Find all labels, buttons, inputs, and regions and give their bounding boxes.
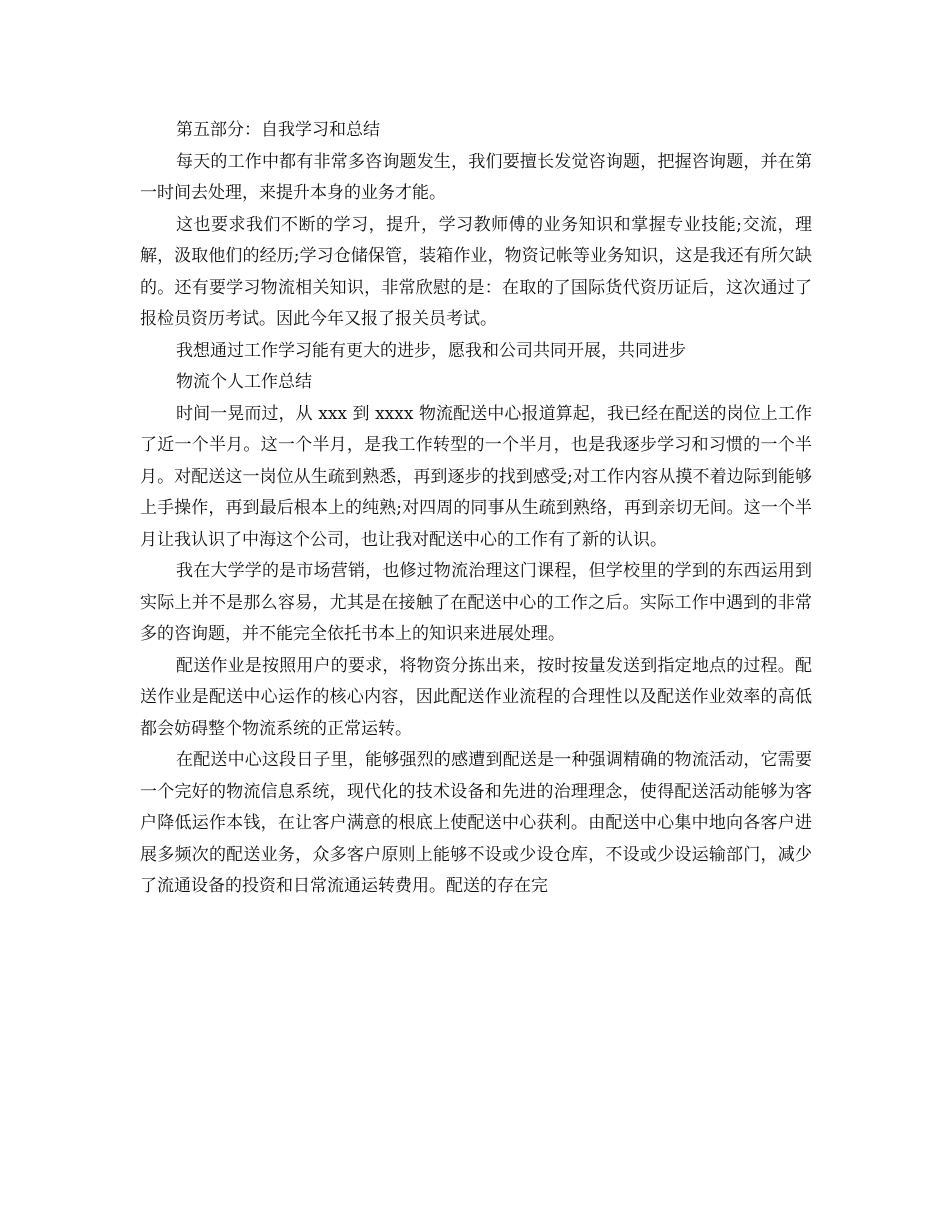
paragraph: 配送作业是按照用户的要求，将物资分拣出来，按时按量发送到指定地点的过程。配送作业是配送中心运作的核心内容，因此配送作业流程的合理性以及配送作业效率的高低都会妨碍整个物流系统的正常运转。 bbox=[140, 655, 812, 739]
paragraph: 我在大学学的是市场营销，也修过物流治理这门课程，但学校里的学到的东西运用到实际上并不是那么容易，尤其是在接触了在配送中心的工作之后。实际工作中遇到的非常多的咨询题，并不能完全依托书本上的知识来进展处理。 bbox=[140, 561, 812, 644]
article-title: 物流个人工作总结 bbox=[176, 372, 312, 392]
document-body bbox=[140, 115, 812, 903]
paragraph: 时间一晃而过，从 xxx 到 xxxx 物流配送中心报道算起，我已经在配送的岗位上工作了近一个半月。这一个半月，是我工作转型的一个半月，也是我逐步学习和习惯的一个半月。对配送这一岗位从生疏到熟悉，再到逐步的找到感受;对工作内容从摸不着边际到能够上手操作，再到最后根本上的纯熟;对四周的同事从生疏到熟络，再到亲切无间。这一个半月让我认识了中海这个公司，也让我对配送中心的工作有了新的认识。 bbox=[140, 403, 812, 550]
paragraph: 我想通过工作学习能有更大的进步，愿我和公司共同开展，共同进步 bbox=[176, 340, 686, 361]
section-heading: 第五部分：自我学习和总结 bbox=[176, 120, 380, 140]
paragraph: 在配送中心这段日子里，能够强烈的感遭到配送是一种强调精确的物流活动，它需要一个完好的物流信息系统，现代化的技术设备和先进的治理理念，使得配送活动能够为客户降低运作本钱，在让客户满意的根底上使配送中心获利。由配送中心集中地向各客户进展多频次的配送业务，众多客户原则上能够不设或少设仓库，不设或少设运输部门，减少了流通设备的投资和日常流通运转费用。配送的存在完 bbox=[140, 750, 812, 896]
paragraph: 每天的工作中都有非常多咨询题发生，我们要擅长发觉咨询题，把握咨询题，并在第一时间去处理，来提升本身的业务才能。 bbox=[140, 151, 812, 203]
paragraph: 这也要求我们不断的学习，提升，学习教师傅的业务知识和掌握专业技能;交流，理解，汲取他们的经历;学习仓储保管，装箱作业，物资记帐等业务知识，这是我还有所欠缺的。还有要学习物流相关知识，非常欣慰的是：在取的了国际货代资历证后，这次通过了报检员资历考试。因此今年又报了报关员考试。 bbox=[140, 214, 812, 329]
